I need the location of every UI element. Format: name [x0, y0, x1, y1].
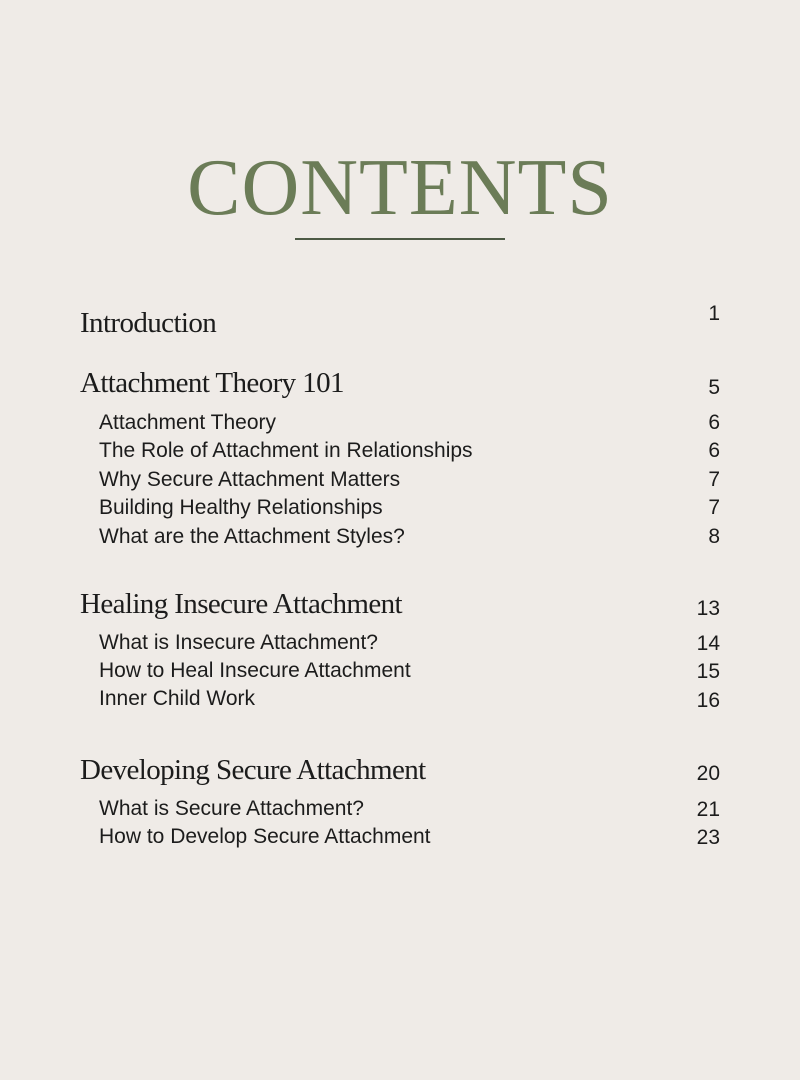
toc-item-page: 14 — [696, 632, 720, 655]
toc-item-title: Attachment Theory — [99, 411, 277, 434]
toc-item-title: The Role of Attachment in Relationships — [99, 439, 473, 462]
toc-item-title: What is Insecure Attachment? — [99, 631, 378, 654]
toc-section-title: Introduction — [80, 307, 217, 339]
toc-item-title: Building Healthy Relationships — [99, 496, 383, 519]
toc-item-title: How to Heal Insecure Attachment — [99, 659, 411, 682]
toc-item-page: 6 — [708, 439, 720, 462]
toc-section-page: 1 — [708, 302, 720, 325]
toc-section-title: Healing Insecure Attachment — [80, 588, 403, 620]
toc-item-page: 7 — [708, 496, 720, 519]
title-underline — [295, 238, 505, 240]
toc-item-page: 8 — [708, 525, 720, 548]
toc-item-title: Why Secure Attachment Matters — [99, 468, 401, 491]
toc-section-page: 5 — [708, 376, 720, 399]
toc-item-page: 23 — [696, 826, 720, 849]
toc-item-title: Inner Child Work — [99, 687, 256, 710]
toc-item-title: What are the Attachment Styles? — [99, 525, 405, 548]
page-title: CONTENTS — [187, 144, 613, 232]
toc-item-page: 21 — [696, 798, 720, 821]
toc-item-page: 15 — [696, 660, 720, 683]
toc-section-page: 13 — [696, 597, 720, 620]
toc-item-page: 7 — [708, 468, 720, 491]
toc-item-page: 6 — [708, 411, 720, 434]
toc-section-page: 20 — [696, 762, 720, 785]
toc-section-title: Developing Secure Attachment — [80, 754, 426, 786]
toc-item-page: 16 — [696, 689, 720, 712]
toc-item-title: How to Develop Secure Attachment — [99, 825, 431, 848]
toc-section-title: Attachment Theory 101 — [80, 367, 344, 399]
toc-item-title: What is Secure Attachment? — [99, 797, 364, 820]
